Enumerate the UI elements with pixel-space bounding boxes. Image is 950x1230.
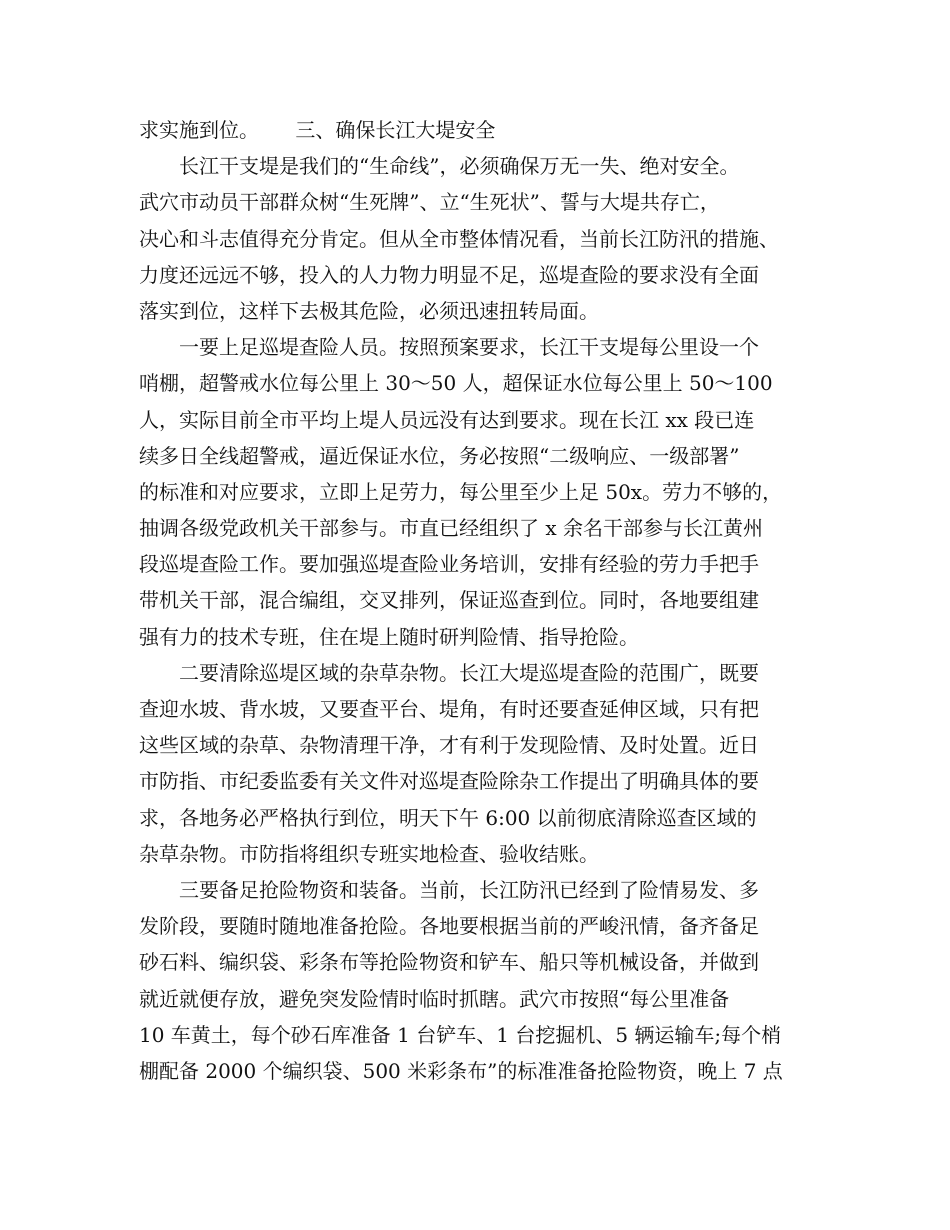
text-line: 决心和斗志值得充分肯定。但从全市整体情况看，当前长江防汛的措施、 <box>139 226 779 251</box>
text-line: 棚配备 2000 个编织袋、500 米彩条布”的标准准备抢险物资，晚上 7 点 <box>139 1058 783 1083</box>
text-line: 发阶段，要随时随地准备抢险。各地要根据当前的严峻汛情，备齐备足 <box>139 914 759 939</box>
text-line: 市防指、市纪委监委有关文件对巡堤查险除杂工作提出了明确具体的要 <box>139 769 759 794</box>
paragraph-start-line: 长江干支堤是我们的“生命线”，必须确保万无一失、绝对安全。 <box>179 154 740 179</box>
text-line: 强有力的技术专班，住在堤上随时研判险情、指导抢险。 <box>139 624 639 649</box>
text-line: 查迎水坡、背水坡，又要查平台、堤角，有时还要查延伸区域，只有把 <box>139 697 759 721</box>
text-line: 砂石料、编织袋、彩条布等抢险物资和铲车、船只等机械设备，并做到 <box>139 950 759 975</box>
text-line: 10 车黄土，每个砂石库准备 1 台铲车、1 台挖掘机、5 辆运输车;每个梢 <box>139 1022 782 1047</box>
text-line: 就近就便存放，避免突发险情时临时抓瞎。武穴市按照“每公里准备 <box>139 986 730 1011</box>
text-line: 续多日全线超警戒，逼近保证水位，务必按照“二级响应、一级部署” <box>139 443 740 468</box>
text-line: 这些区域的杂草、杂物清理干净，才有利于发现险情、及时处置。近日 <box>139 733 759 758</box>
paragraph-start-line: 三要备足抢险物资和装备。当前，长江防汛已经到了险情易发、多 <box>179 877 759 902</box>
paragraph-start-line: 一要上足巡堤查险人员。按照预案要求，长江干支堤每公里设一个 <box>179 335 759 360</box>
text-line: 哨棚，超警戒水位每公里上 30～50 人，超保证水位每公里上 50～100 <box>139 371 773 396</box>
text-line: 力度还远远不够，投入的人力物力明显不足，巡堤查险的要求没有全面 <box>139 262 759 287</box>
text-line: 杂草杂物。市防指将组织专班实地检查、验收结账。 <box>139 841 599 866</box>
text-line: 武穴市动员干部群众树“生死牌”、立“生死状”、誓与大堤共存亡， <box>139 190 720 215</box>
text-line: 的标准和对应要求，立即上足劳力，每公里至少上足 50x。劳力不够的， <box>139 479 783 504</box>
text-line: 人，实际目前全市平均上堤人员远没有达到要求。现在长江 xx 段已连 <box>139 407 755 432</box>
text-line: 求实施到位。 三、确保长江大堤安全 <box>139 118 496 142</box>
document-body <box>139 112 829 1089</box>
text-line: 抽调各级党政机关干部参与。市直已经组织了 x 余名干部参与长江黄州 <box>139 516 763 541</box>
paragraph-start-line: 二要清除巡堤区域的杂草杂物。长江大堤巡堤查险的范围广，既要 <box>179 660 759 685</box>
text-line: 求，各地务必严格执行到位，明天下午 6:00 以前彻底清除巡查区域的 <box>139 805 757 830</box>
text-line: 带机关干部，混合编组，交叉排列，保证巡查到位。同时，各地要组建 <box>139 588 759 613</box>
text-line: 段巡堤查险工作。要加强巡堤查险业务培训，安排有经验的劳力手把手 <box>139 552 759 577</box>
text-line: 落实到位，这样下去极其危险，必须迅速扭转局面。 <box>139 298 599 323</box>
